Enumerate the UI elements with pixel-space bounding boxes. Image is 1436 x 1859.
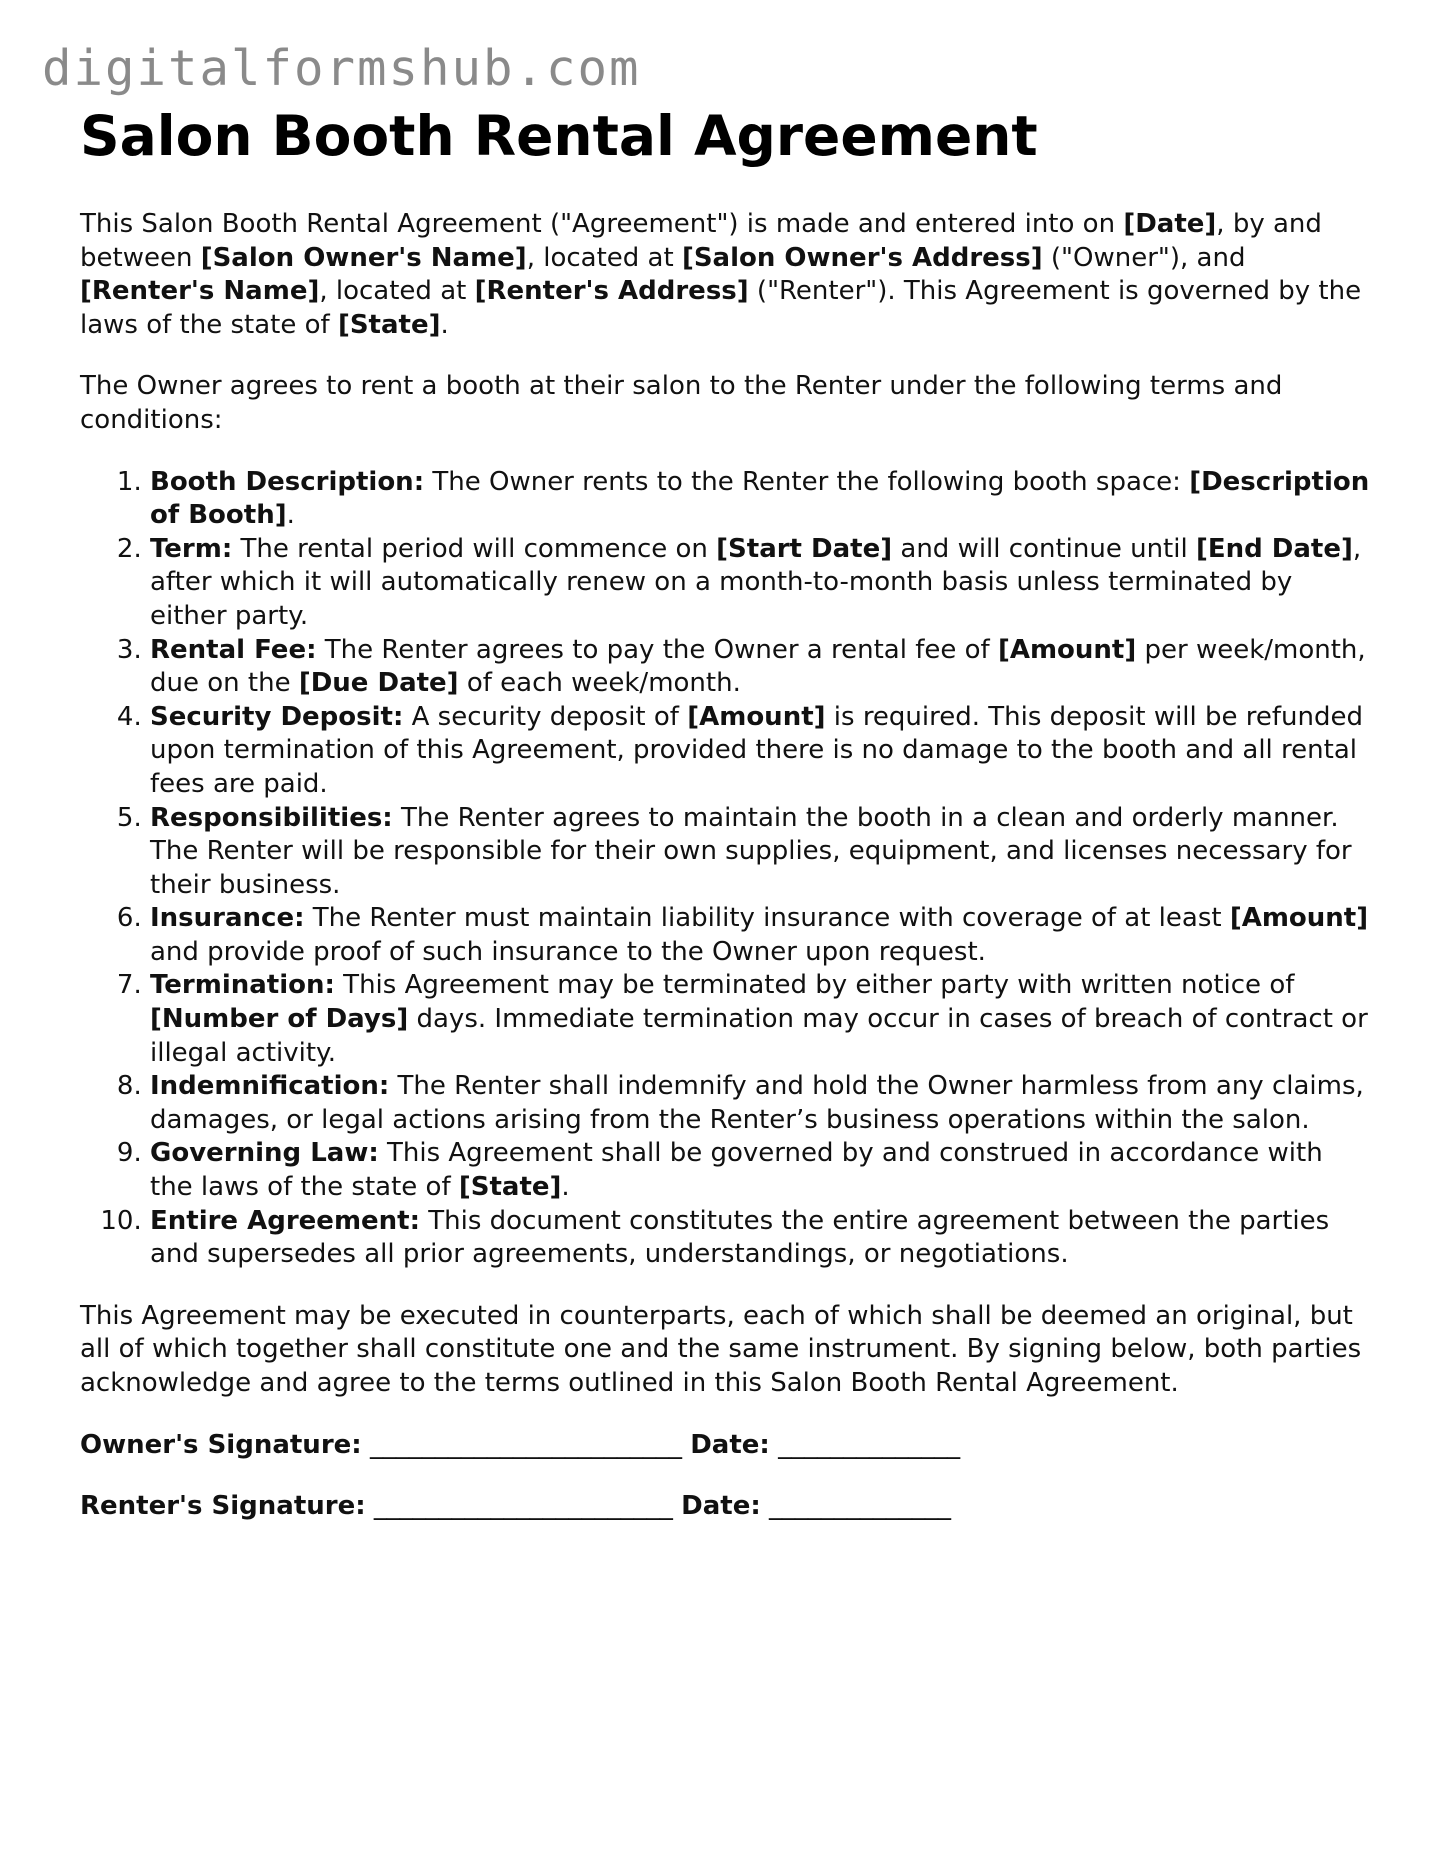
- term-heading: Booth Description:: [150, 466, 425, 497]
- term-entire-agreement: [150, 1205, 1370, 1272]
- term-governing-law: [150, 1137, 1370, 1204]
- intro-text: , located at: [526, 242, 682, 273]
- date-placeholder: [Date]: [1123, 209, 1217, 239]
- term-heading: Responsibilities:: [150, 802, 393, 833]
- term-heading: Term:: [150, 533, 233, 564]
- deposit-amount-placeholder: [Amount]: [687, 701, 826, 732]
- term-heading: Indemnification:: [150, 1071, 390, 1102]
- intro-text: ("Owner"), and: [1042, 242, 1246, 273]
- notice-days-placeholder: [Number of Days]: [150, 1004, 409, 1035]
- renter-date-label: Date:: [681, 1491, 761, 1522]
- renter-signature-row: [80, 1490, 1370, 1524]
- fee-amount-placeholder: [Amount]: [997, 634, 1137, 665]
- term-rental-period: [150, 533, 1370, 634]
- term-heading: Entire Agreement:: [150, 1205, 421, 1236]
- term-responsibilities: [150, 802, 1370, 903]
- term-text: The rental period will commence on: [232, 533, 717, 564]
- term-text: The Renter must maintain liability insurance with coverage of at least: [304, 903, 1230, 934]
- term-text: The Renter agrees to maintain the booth in a clean and orderly manner. The Renter will be responsible for their own supplies, equipment, and licenses necessary for their business.: [150, 802, 1352, 900]
- terms-intro-paragraph: The Owner agrees to rent a booth at their salon to the Renter under the following terms and conditions:: [80, 371, 1283, 435]
- term-heading: Governing Law:: [150, 1138, 379, 1169]
- owner-signature-row: [80, 1429, 1370, 1463]
- term-text: , after which it will automatically renew on a month-to-month basis unless terminated by either party.: [150, 533, 1362, 631]
- term-text: A security deposit of: [403, 701, 688, 732]
- document-page: [80, 98, 1370, 1524]
- term-text: The Renter shall indemnify and hold the Owner harmless from any claims, damages, or legal actions arising from the Renter’s business operations within the salon.: [150, 1071, 1364, 1135]
- term-rental-fee: [150, 634, 1370, 701]
- term-termination: [150, 969, 1370, 1070]
- intro-text: ("Renter"). This Agreement is governed by the laws of the state of: [80, 276, 1362, 340]
- owner-address-placeholder: [Salon Owner's Address]: [681, 242, 1043, 273]
- renter-date-line: ______________: [769, 1491, 952, 1522]
- owner-date-label: Date:: [690, 1429, 770, 1460]
- document-title: Salon Booth Rental Agreement: [80, 104, 1038, 168]
- term-text: The Renter agrees to pay the Owner a rental fee of: [316, 634, 998, 665]
- owner-signature-line: ________________________: [369, 1429, 682, 1460]
- end-date-placeholder: [End Date]: [1195, 533, 1353, 564]
- state-placeholder: [State]: [458, 1172, 562, 1203]
- intro-text: This Salon Booth Rental Agreement ("Agreement") is made and entered into on: [80, 209, 1124, 239]
- renter-signature-label: Renter's Signature:: [80, 1491, 366, 1522]
- intro-text: , by and between: [80, 209, 1322, 273]
- term-text: of each week/month.: [458, 668, 741, 699]
- term-heading: Security Deposit:: [150, 701, 404, 732]
- term-heading: Termination:: [150, 970, 335, 1001]
- owner-date-line: ______________: [778, 1429, 961, 1460]
- term-text: The Owner rents to the Renter the following booth space:: [424, 466, 1190, 497]
- term-text: and provide proof of such insurance to the Owner upon request.: [150, 936, 986, 967]
- term-heading: Rental Fee:: [150, 634, 317, 665]
- term-text: .: [286, 500, 295, 531]
- term-text: This document constitutes the entire agreement between the parties and supersedes all prior agreements, understandings, or negotiations.: [150, 1205, 1330, 1270]
- term-text: This Agreement shall be governed by and construed in accordance with the laws of the state of: [150, 1138, 1323, 1203]
- term-heading: Insurance:: [150, 903, 305, 934]
- watermark: digitalformshub.com: [42, 40, 641, 97]
- intro-text: , located at: [319, 276, 475, 307]
- term-text: This Agreement may be terminated by either party with written notice of: [334, 970, 1295, 1001]
- due-date-placeholder: [Due Date]: [298, 668, 459, 699]
- term-indemnification: [150, 1070, 1370, 1137]
- insurance-amount-placeholder: [Amount]: [1229, 903, 1369, 934]
- renter-address-placeholder: [Renter's Address]: [474, 276, 749, 307]
- renter-signature-line: _______________________: [373, 1491, 673, 1522]
- owner-signature-label: Owner's Signature:: [80, 1429, 362, 1460]
- closing-paragraph: This Agreement may be executed in counterparts, each of which shall be deemed an original, but all of which together shall constitute one and the same instrument. By signing below, both parties acknowledge and agree to the terms outlined in this Salon Booth Rental Agreement.: [80, 1300, 1362, 1398]
- term-text: .: [561, 1172, 570, 1203]
- term-text: per week/month, due on the: [150, 634, 1366, 699]
- renter-name-placeholder: [Renter's Name]: [80, 276, 320, 307]
- term-security-deposit: [150, 701, 1370, 802]
- intro-text: .: [440, 309, 449, 340]
- term-text: days. Immediate termination may occur in cases of breach of contract or illegal activity.: [150, 1004, 1368, 1068]
- start-date-placeholder: [Start Date]: [716, 533, 893, 564]
- owner-name-placeholder: [Salon Owner's Name]: [200, 242, 527, 273]
- booth-description-placeholder: [Description of Booth]: [150, 466, 1370, 531]
- state-placeholder: [State]: [337, 309, 441, 340]
- intro-paragraph: [80, 208, 1370, 342]
- term-insurance: [150, 902, 1370, 969]
- terms-list: [80, 466, 1370, 1272]
- term-text: and will continue until: [892, 533, 1196, 564]
- term-text: is required. This deposit will be refunded upon termination of this Agreement, provided there is no damage to the booth and all rental fees are paid.: [150, 701, 1364, 799]
- term-booth-description: [150, 466, 1370, 533]
